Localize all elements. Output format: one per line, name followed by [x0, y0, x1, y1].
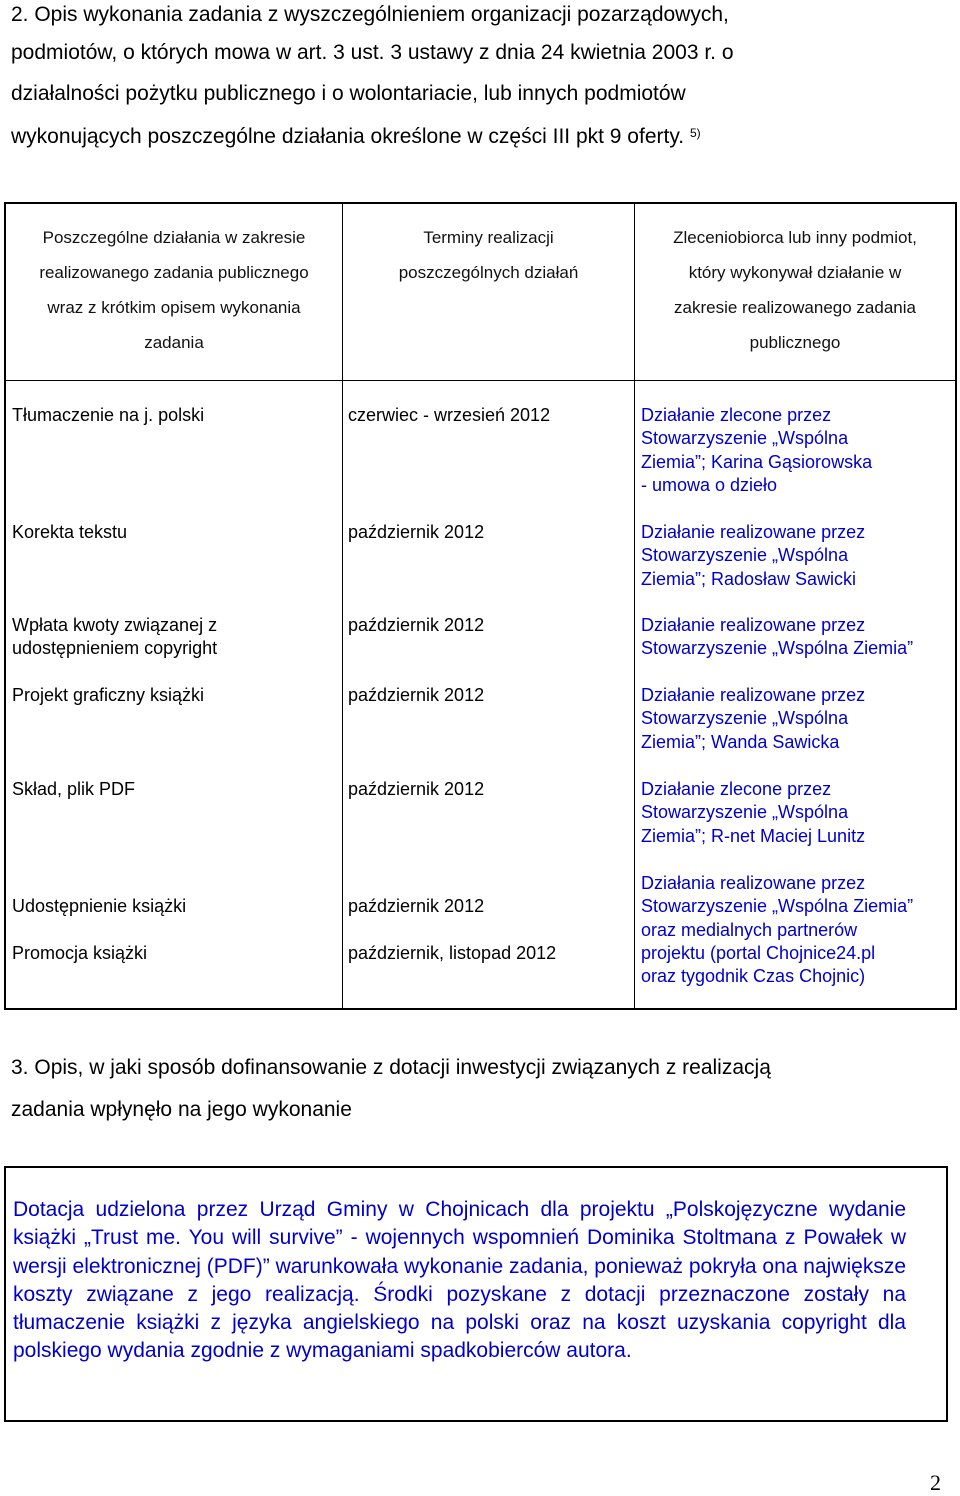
header-activities-line: Poszczególne działania w zakresie: [42, 228, 306, 247]
header-activities-line: zadania: [144, 333, 204, 352]
activity-cell: Korekta tekstu: [12, 522, 128, 542]
section-2-line-1: 2. Opis wykonania zadania z wyszczególnieniem organizacji pozarządowych,: [11, 3, 729, 26]
term-cell: październik, listopad 2012: [348, 943, 557, 963]
activity-line: udostępnieniem copyright: [12, 638, 218, 659]
header-executor-line: który wykonywał działanie w: [688, 263, 902, 282]
executor-cell: [641, 614, 913, 661]
executor-line: Stowarzyszenie „Wspólna: [641, 802, 849, 823]
section-3-text: Opis, w jaki sposób dofinansowanie z dotacji inwestycji związanych z realizacją: [34, 1056, 771, 1079]
header-divider: [6, 380, 955, 381]
executor-cell: [641, 872, 913, 988]
activity-cell: Skład, plik PDF: [12, 779, 136, 799]
term-cell: październik 2012: [348, 779, 485, 799]
executor-cell: [641, 521, 865, 591]
executor-line: Stowarzyszenie „Wspólna Ziemia”: [641, 638, 914, 659]
executor-cell: [641, 404, 872, 497]
term-cell: październik 2012: [348, 896, 485, 916]
header-executor-line: Zleceniobiorca lub inny podmiot,: [673, 228, 917, 247]
executor-line: Działania realizowane przez: [641, 873, 866, 893]
section-3-line-2: zadania wpłynęło na jego wykonanie: [11, 1098, 352, 1121]
executor-cell: [641, 778, 865, 848]
description-box: [4, 1166, 948, 1422]
term-cell: październik 2012: [348, 522, 485, 542]
executor-line: Ziemia”; Karina Gąsiorowska: [641, 451, 873, 472]
activity-cell: Tłumaczenie na j. polski: [12, 405, 205, 425]
section-2-line-2: podmiotów, o których mowa w art. 3 ust. 3 ustawy z dnia 24 kwietnia 2003 r. o: [11, 41, 734, 64]
section-3-number: 3.: [11, 1056, 29, 1079]
header-terms-line: Terminy realizacji: [423, 228, 554, 247]
executor-line: projektu (portal Chojnice24.pl: [641, 942, 876, 963]
executor-cell: [641, 684, 865, 754]
activity-cell: Projekt graficzny książki: [12, 685, 205, 705]
executor-line: Ziemia”; Wanda Sawicka: [641, 731, 840, 752]
executor-line: Stowarzyszenie „Wspólna Ziemia”: [641, 896, 914, 917]
executor-line: Ziemia”; Radosław Sawicki: [641, 568, 857, 589]
term-cell: październik 2012: [348, 615, 485, 635]
executor-line: Stowarzyszenie „Wspólna: [641, 545, 849, 566]
header-executor: [635, 220, 955, 360]
executor-line: Ziemia”; R-net Maciej Lunitz: [641, 825, 866, 846]
activities-table: [4, 202, 957, 1010]
executor-line: Działanie zlecone przez: [641, 405, 832, 425]
executor-line: Działanie realizowane przez: [641, 685, 866, 705]
term-cell: czerwiec - wrzesień 2012: [348, 405, 551, 425]
executor-line: Stowarzyszenie „Wspólna: [641, 708, 849, 729]
header-terms: [343, 220, 634, 290]
executor-line: - umowa o dzieło: [641, 474, 778, 495]
header-activities-line: realizowanego zadania publicznego: [39, 263, 309, 282]
section-2-line-4: [11, 116, 701, 158]
activity-cell: [12, 614, 217, 661]
activity-cell: Udostępnienie książki: [12, 896, 187, 916]
header-activities-line: wraz z krótkim opisem wykonania: [47, 298, 301, 317]
section-3-line-1: [11, 1047, 771, 1089]
description-text: Dotacja udzielona przez Urząd Gminy w Chojnicach dla projektu „Polskojęzyczne wydanie książki „Trust me. You will survive” - wojennych wspomnień Dominika Stoltmana z Powałek w wersji elektronicznej (PDF)” warunkowała wykonanie zadania, ponieważ pokryła ona największe koszty związane z jego realizacją. Środki pozyskane z dotacji przeznaczone zostały na tłumaczenie książki z języka angielskiego na polski oraz na koszt uzyskania copyright dla polskiego wydania zgodnie z wymaganiami spadkobierców autora.: [13, 1198, 906, 1363]
executor-line: Działanie zlecone przez: [641, 779, 832, 799]
executor-line: oraz tygodnik Czas Chojnic): [641, 966, 866, 987]
executor-line: Stowarzyszenie „Wspólna: [641, 428, 849, 449]
footnote-marker: 5): [689, 126, 701, 140]
executor-line: oraz medialnych partnerów: [641, 919, 858, 940]
header-executor-line: publicznego: [749, 333, 841, 352]
executor-line: Działanie realizowane przez: [641, 522, 866, 542]
section-2-line-3: działalności pożytku publicznego i o wolontariacie, lub innych podmiotów: [11, 82, 686, 105]
executor-line: Działanie realizowane przez: [641, 615, 866, 635]
term-cell: październik 2012: [348, 685, 485, 705]
column-divider-1: [342, 204, 343, 1008]
header-terms-line: poszczególnych działań: [398, 263, 579, 282]
activity-cell: Promocja książki: [12, 943, 148, 963]
page-number: 2: [930, 1470, 941, 1495]
activity-line: Wpłata kwoty związanej z: [12, 615, 218, 635]
header-executor-line: zakresie realizowanego zadania: [674, 298, 916, 317]
header-activities: [6, 220, 342, 360]
section-2-line-4-text: wykonujących poszczególne działania określone w części III pkt 9 oferty.: [11, 125, 685, 148]
